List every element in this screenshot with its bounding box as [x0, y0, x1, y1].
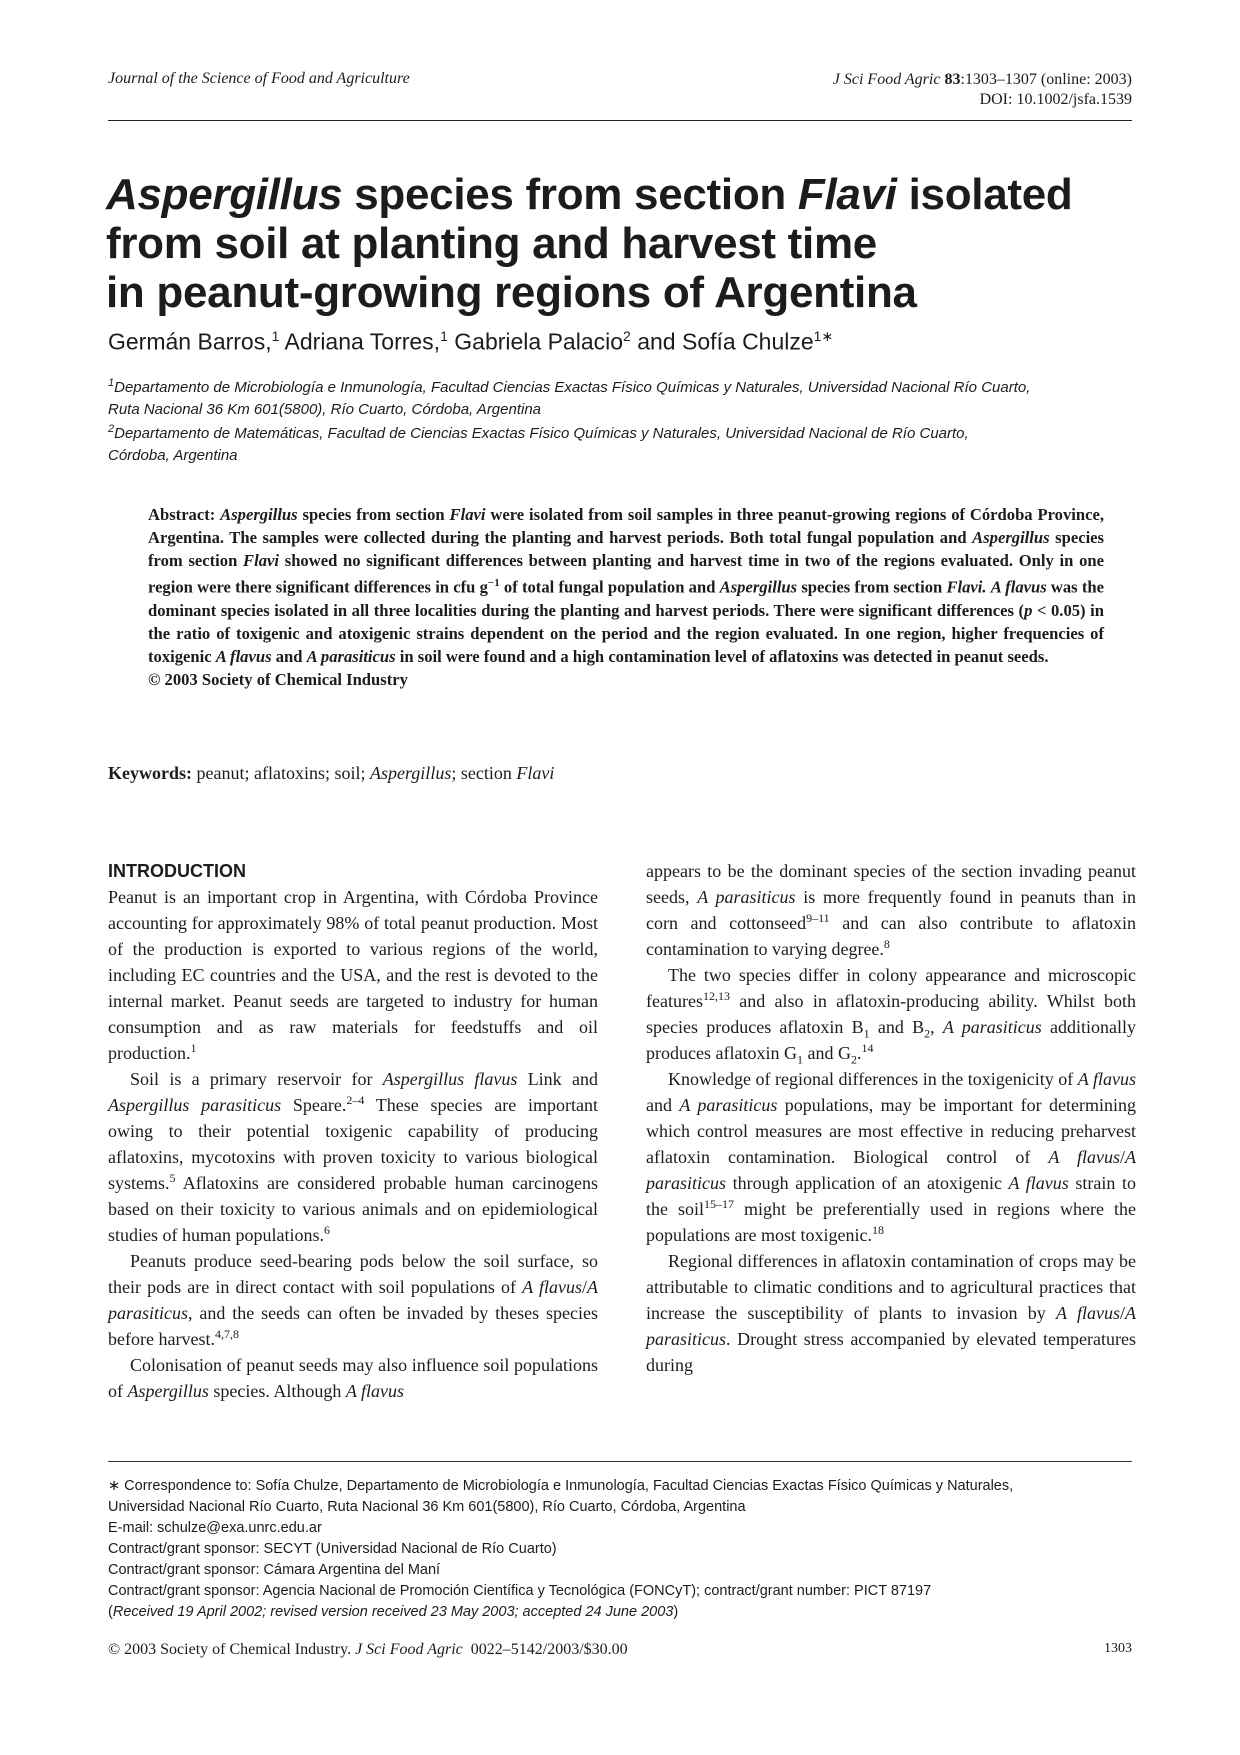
author-affil-mark: 2 [623, 328, 631, 344]
species-name: A flavus [345, 1381, 405, 1401]
footnote-text: ) [673, 1604, 679, 1620]
abstract-text: of total fungal population and [499, 577, 720, 597]
paragraph [646, 1066, 1136, 1248]
citation-ref: 2–4 [346, 1093, 365, 1107]
species-name: A flavus [522, 1277, 582, 1297]
author-list [108, 328, 833, 356]
abstract-italic: p [1024, 600, 1033, 620]
keywords-italic: Aspergillus [369, 763, 452, 783]
species-name: A flavus [1008, 1173, 1069, 1193]
footnote-rule [108, 1461, 1132, 1462]
title-text: species from section [342, 170, 798, 219]
species-name: A parasiticus [697, 887, 796, 907]
title-genus: Aspergillus [106, 170, 343, 219]
abstract-italic: A parasiticus [306, 646, 396, 666]
doi: DOI: 10.1002/jsfa.1539 [979, 91, 1132, 108]
page-number: 1303 [1104, 1641, 1132, 1656]
species-name: A parasiticus [679, 1095, 778, 1115]
abstract-italic: Flavi [449, 505, 486, 524]
footnote-text: Correspondence to: Sofía Chulze, Departamento de Microbiología e Inmunología, Facultad Ciencias Exactas Físico Químicas y Naturales, [120, 1478, 1014, 1494]
subscript: 2 [850, 1052, 857, 1067]
author-affil-mark: 1∗ [813, 328, 834, 344]
paragraph [646, 858, 1136, 962]
citation-ref: 4,7,8 [214, 1327, 239, 1341]
author-name: Germán Barros, [108, 328, 272, 355]
paragraph-text: Soil is a primary reservoir for [130, 1069, 383, 1089]
abstract-italic: Flavi [243, 551, 279, 570]
citation-ref: 9–11 [806, 911, 830, 925]
paragraph-text: The two species differ in colony appearance and microscopic features [646, 965, 1136, 1011]
grant-line: Contract/grant sponsor: Agencia Nacional de Promoción Científica y Tecnológica (FONCyT); contract/grant number: PICT 87197 [108, 1583, 932, 1599]
correspondence-line: Universidad Nacional Río Cuarto, Ruta Nacional 36 Km 601(5800), Río Cuarto, Córdoba, Argentina [108, 1499, 746, 1515]
paper-title [106, 170, 1136, 317]
affiliation-text: Departamento de Microbiología e Inmunología, Facultad Ciencias Exactas Físico Químicas y Naturales, Universidad Nacional Río Cuarto, [114, 379, 1031, 396]
abstract-superscript: −1 [487, 577, 500, 589]
species-name: Aspergillus parasiticus [108, 1095, 282, 1115]
abstract-text: species from section [297, 505, 450, 524]
author-name: and Sofía Chulze [630, 328, 814, 355]
affiliation-1 [108, 372, 1138, 421]
species-name: A parasiticus [108, 1277, 598, 1323]
paragraph-text: Speare. [281, 1095, 347, 1115]
citation-ref: 14 [861, 1041, 874, 1055]
keywords-label: Keywords: [108, 763, 192, 783]
correspondence-line [108, 1476, 1138, 1497]
abstract-text: species from section [148, 528, 1105, 570]
footnotes [108, 1476, 1138, 1623]
title-section: Flavi [797, 170, 897, 219]
paragraph-text: and G [802, 1043, 851, 1063]
body-column-left [108, 858, 598, 1404]
keywords [108, 763, 554, 784]
paragraph-text: additionally produces aflatoxin G [646, 1017, 1137, 1063]
abstract-label: Abstract: [148, 505, 221, 524]
subscript: 1 [863, 1026, 870, 1041]
paragraph-text: / [1119, 1147, 1125, 1167]
paragraph-text: and also in aflatoxin-producing ability. Whilst both species produces aflatoxin B [646, 991, 1136, 1037]
paragraph-text: Knowledge of regional differences in the toxigenicity of [668, 1069, 1078, 1089]
paragraph [108, 1352, 598, 1404]
abstract-copyright: © 2003 Society of Chemical Industry [148, 669, 408, 689]
author-name: Adriana Torres, [279, 328, 441, 355]
title-line-1 [106, 170, 1136, 219]
affiliation-2 [108, 418, 1138, 467]
species-name: A flavus [1048, 1147, 1120, 1167]
paragraph-text: Peanut is an important crop in Argentina, with Córdoba Province accounting for approximately 98% of total peanut production. Most of the production is exported to various regions of the world, including EC countries and the USA, and the rest is devoted to the internal market. Peanut seeds are targeted to industry for human consumption and as raw materials for feedstuffs and oil production. [108, 887, 598, 1063]
paragraph-text: populations, may be important for determining which control measures are most effective in reducing preharvest aflatoxin contamination. Biological control of [646, 1095, 1136, 1167]
keywords-text: ; section [451, 763, 517, 783]
citation-pages: :1303–1307 (online: 2003) [960, 71, 1132, 88]
species-name: A flavus [1077, 1069, 1136, 1089]
citation-ref: 8 [883, 937, 890, 951]
body-column-right [646, 858, 1136, 1378]
footer-issn: 0022–5142/2003/$30.00 [462, 1641, 628, 1658]
title-line-3: in peanut-growing regions of Argentina [106, 268, 917, 317]
paragraph-text: / [581, 1277, 587, 1297]
abstract-italic: Aspergillus [220, 505, 298, 524]
paragraph-text: , and the seeds can often be invaded by theses species before harvest. [108, 1303, 598, 1349]
paragraph-text: and B [869, 1017, 925, 1037]
paragraph-text: These species are important owing to their potential toxigenic capability of producing aflatoxins, mycotoxins with proven toxicity to various biological systems. [108, 1095, 599, 1193]
paragraph-text: and [646, 1095, 680, 1115]
paragraph-text: , [930, 1017, 943, 1037]
paragraph [108, 884, 598, 1066]
abstract [148, 503, 1104, 691]
paragraph [108, 1248, 598, 1352]
paragraph [646, 1248, 1136, 1378]
citation-ref: 12,13 [702, 989, 730, 1003]
footer-journal: J Sci Food Agric [355, 1641, 463, 1658]
footnote-text: ( [108, 1604, 113, 1620]
paragraph-text: / [1119, 1303, 1125, 1323]
paragraph-text: might be preferentially used in regions where the populations are most toxigenic. [646, 1199, 1136, 1245]
species-name: A flavus [1056, 1303, 1120, 1323]
abstract-text: and [271, 646, 307, 666]
abstract-text: species from section [797, 577, 947, 597]
abstract-italic: A flavus [990, 577, 1047, 597]
title-line-2: from soil at planting and harvest time [106, 219, 877, 268]
subscript: 1 [796, 1052, 803, 1067]
abstract-text: in soil were found and a high contamination level of aflatoxins was detected in peanut seeds. [395, 646, 1049, 666]
abstract-italic: Flavi. [946, 577, 987, 597]
paragraph-text: Aflatoxins are considered probable human carcinogens based on their toxicity to various animals and on epidemiological studies of human populations. [108, 1173, 598, 1245]
abstract-text: was the dominant species isolated in all three localities during the planting and harvest periods. There were significant differences ( [148, 577, 1104, 620]
affiliation-line: Córdoba, Argentina [108, 447, 238, 464]
paragraph-text: strain to the soil [646, 1173, 1136, 1219]
received-text: Received 19 April 2002; revised version received 23 May 2003; accepted 24 June 2003 [112, 1604, 674, 1620]
affiliation-line [108, 372, 1138, 399]
species-name: A parasiticus [646, 1147, 1136, 1193]
paragraph-text: species. Although [208, 1381, 346, 1401]
citation-ref: 15–17 [704, 1197, 735, 1211]
paragraph [646, 962, 1136, 1066]
paragraph-text: . [856, 1043, 862, 1063]
species-name: A parasiticus [646, 1303, 1136, 1349]
title-text: isolated [896, 170, 1073, 219]
citation-ref: 5 [169, 1171, 176, 1185]
affiliation-mark: 1 [108, 377, 115, 389]
abstract-text: were isolated from soil samples in three peanut-growing regions of Córdoba Province, Argentina. The samples were collected during the planting and harvest periods. Both total fungal population and [148, 505, 1104, 547]
footer-copyright: © 2003 Society of Chemical Industry. [108, 1641, 356, 1658]
affiliation-mark: 2 [108, 423, 115, 435]
running-header-citation [833, 70, 1132, 110]
citation-journal: J Sci Food Agric [832, 71, 941, 88]
affiliation-line: Ruta Nacional 36 Km 601(5800), Río Cuarto, Córdoba, Argentina [108, 401, 542, 418]
abstract-text: < 0.05) in the ratio of toxigenic and atoxigenic strains dependent on the period and the region evaluated. In one region, higher frequencies of toxigenic [148, 600, 1104, 666]
species-name: Aspergillus flavus [382, 1069, 518, 1089]
paragraph-text: . Drought stress accompanied by elevated temperatures during [646, 1329, 1136, 1375]
header-rule [108, 120, 1132, 121]
abstract-text: showed no significant differences between planting and harvest time in two of the regions evaluated. Only in one region were there significant differences in cfu g [148, 551, 1104, 597]
page-footer [108, 1641, 628, 1659]
citation-ref: 6 [323, 1223, 330, 1237]
abstract-italic: Aspergillus [972, 528, 1050, 547]
paragraph-text: appears to be the dominant species of the section invading peanut seeds, [646, 861, 1136, 907]
section-heading-introduction: INTRODUCTION [108, 861, 246, 881]
paragraph-text: through application of an atoxigenic [726, 1173, 1009, 1193]
received-dates [108, 1602, 1138, 1623]
paragraph-text: Peanuts produce seed-bearing pods below the soil surface, so their pods are in direct contact with soil populations of [108, 1251, 598, 1297]
footnote-mark: ∗ [108, 1478, 121, 1494]
species-name: Aspergillus [127, 1381, 209, 1401]
paragraph-text: Colonisation of peanut seeds may also influence soil populations of [108, 1355, 598, 1401]
keywords-text: peanut; aflatoxins; soil; [192, 763, 370, 783]
paragraph-text: Regional differences in aflatoxin contamination of crops may be attributable to climatic conditions and to agricultural practices that increase the susceptibility of plants to invasion by [646, 1251, 1136, 1323]
grant-line: Contract/grant sponsor: SECYT (Universidad Nacional de Río Cuarto) [108, 1541, 557, 1557]
paragraph-text: Link and [517, 1069, 598, 1089]
abstract-italic: Aspergillus [719, 577, 798, 597]
affiliation-text: Departamento de Matemáticas, Facultad de Ciencias Exactas Físico Químicas y Naturales, Universidad Nacional de Río Cuarto, [114, 425, 969, 442]
citation-ref: 1 [190, 1041, 197, 1055]
author-name: Gabriela Palacio [447, 328, 624, 355]
author-affil-mark: 1 [440, 328, 448, 344]
subscript: 2 [924, 1026, 931, 1041]
grant-line: Contract/grant sponsor: Cámara Argentina del Maní [108, 1562, 441, 1578]
paragraph [108, 1066, 598, 1248]
author-affil-mark: 1 [271, 328, 280, 344]
affiliation-line [108, 418, 1138, 445]
paragraph-text: and can also contribute to aflatoxin contamination to varying degree. [646, 913, 1136, 959]
running-header-journal: Journal of the Science of Food and Agriculture [108, 70, 410, 87]
species-name: A parasiticus [942, 1017, 1042, 1037]
citation-volume: 83 [944, 71, 961, 88]
citation-line [833, 70, 1132, 90]
keywords-italic: Flavi [516, 763, 555, 783]
abstract-italic: A flavus [215, 646, 272, 666]
email-line: E-mail: schulze@exa.unrc.edu.ar [108, 1520, 322, 1536]
citation-ref: 18 [871, 1223, 884, 1237]
paragraph-text: is more frequently found in peanuts than in corn and cottonseed [646, 887, 1136, 933]
